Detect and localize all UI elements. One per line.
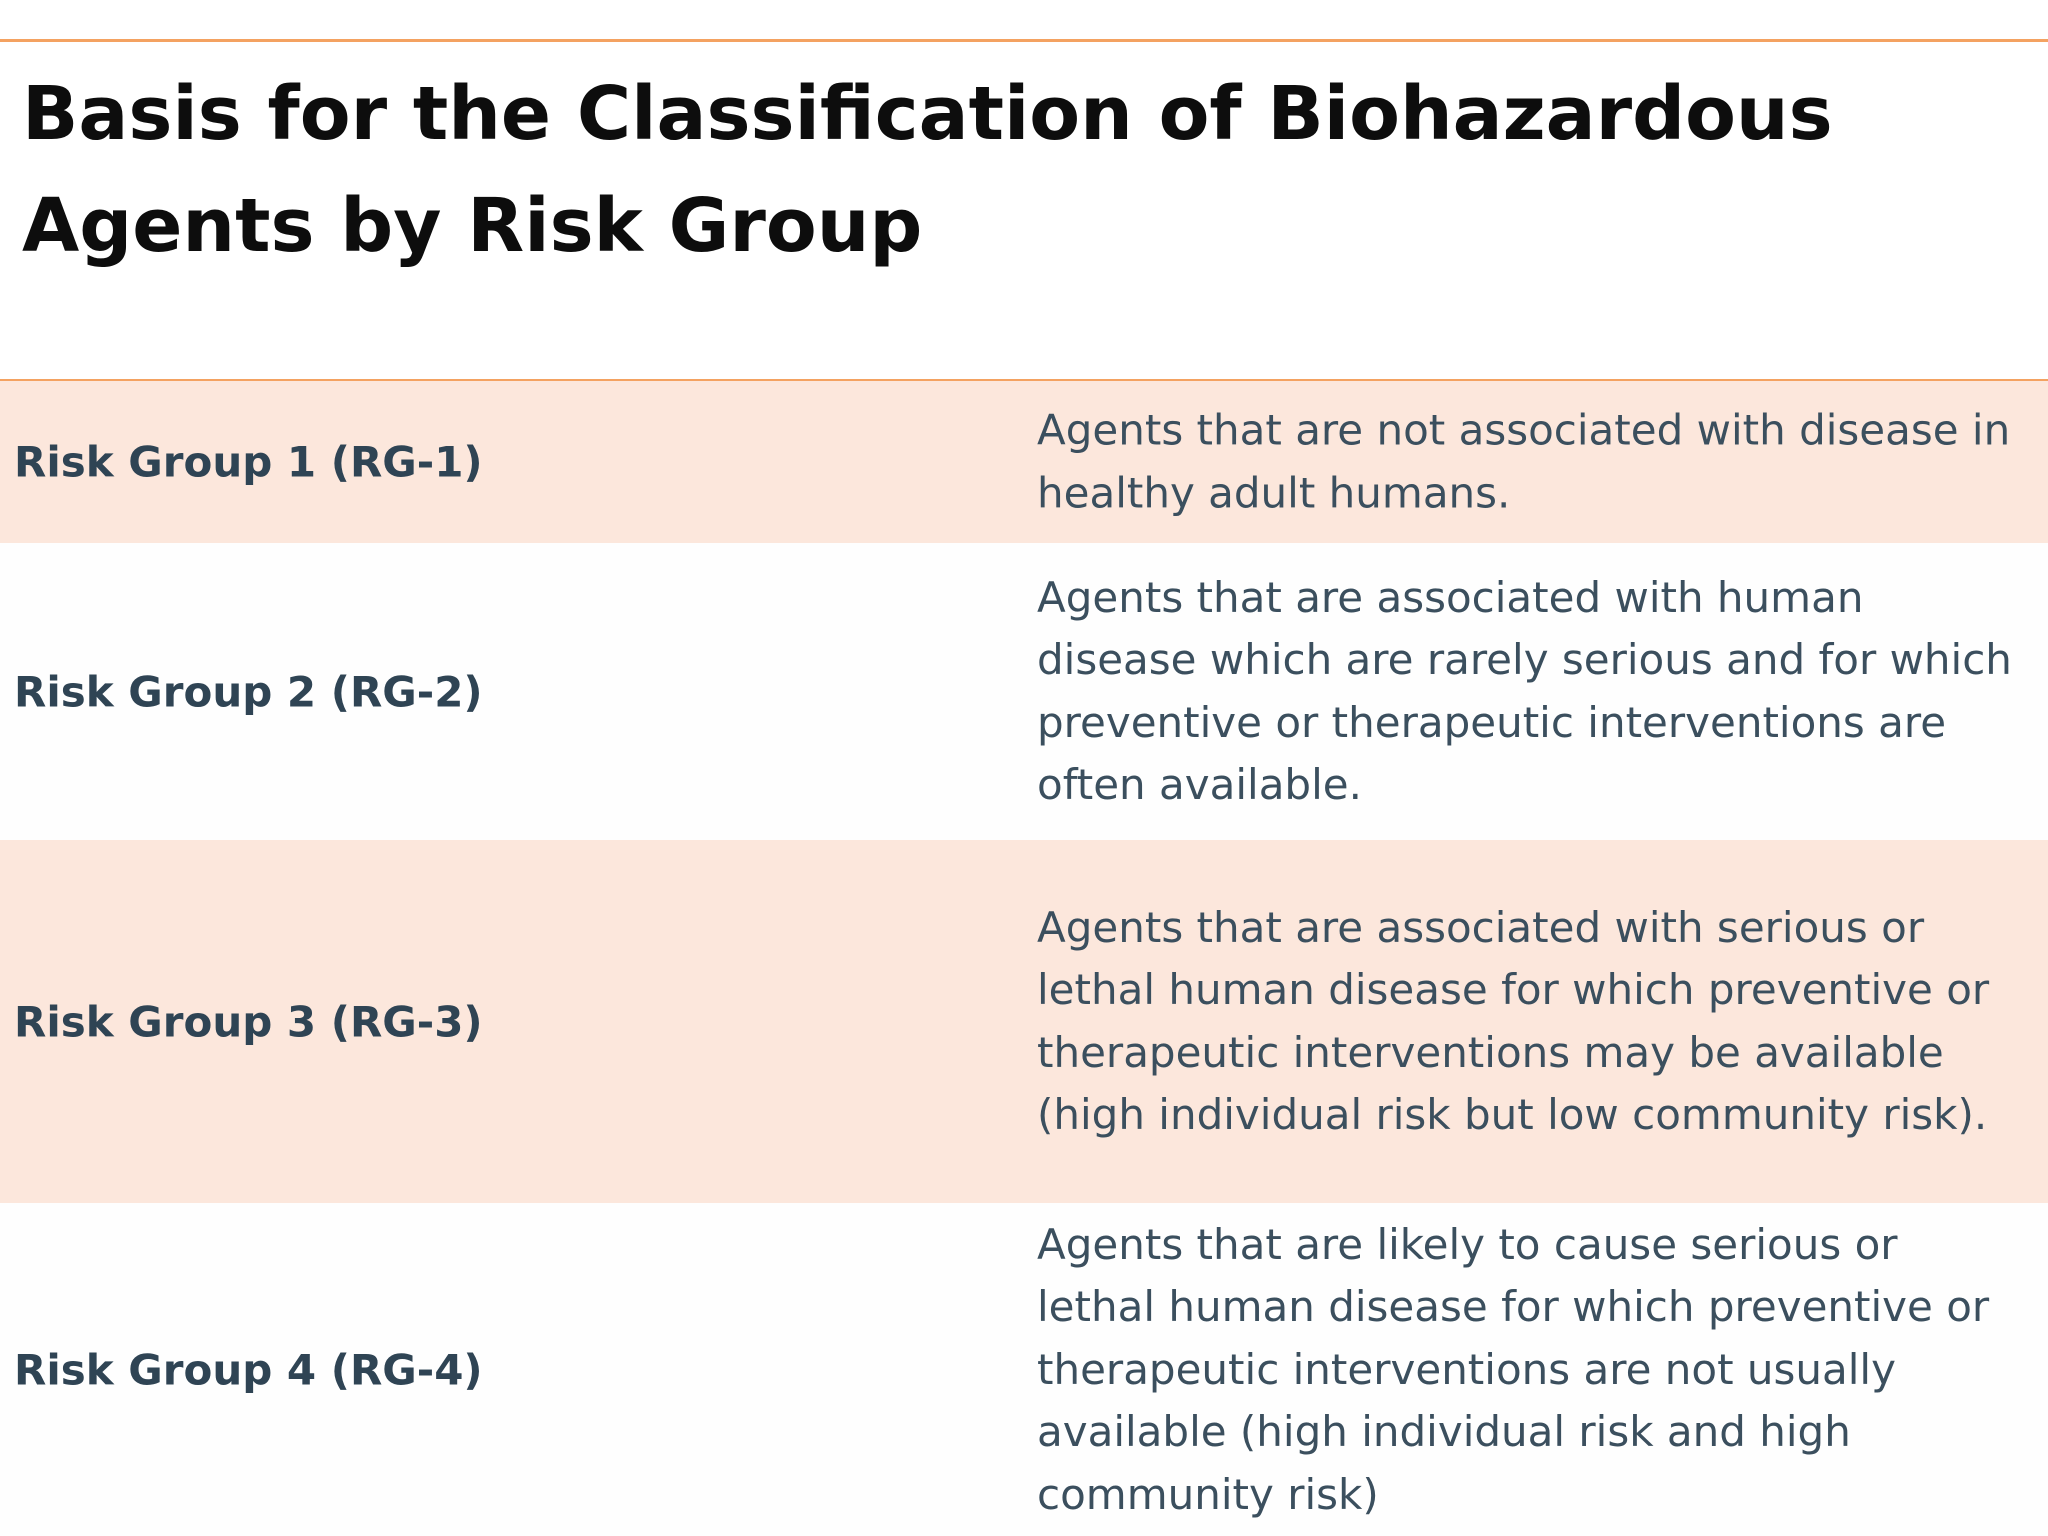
table-row-rg3 [0, 840, 2048, 1203]
table-row-rg1 [0, 381, 2048, 543]
risk-group-description: Agents that are associated with serious or lethal human disease for which preventive or therapeutic interventions may be available (high individual risk but low community risk). [1037, 902, 1990, 1139]
table-row-rg2 [0, 543, 2048, 840]
risk-group-label: Risk Group 2 (RG-2) [14, 667, 483, 716]
risk-group-label: Risk Group 4 (RG-4) [14, 1345, 483, 1394]
risk-group-description: Agents that are not associated with disease in healthy adult humans. [1037, 405, 2011, 517]
slide-title: Basis for the Classification of Biohazardous Agents by Risk Group [22, 71, 1833, 269]
risk-group-label: Risk Group 3 (RG-3) [14, 997, 483, 1046]
risk-group-description: Agents that are associated with human disease which are rarely serious and for which preventive or therapeutic interventions are often available. [1037, 572, 2012, 809]
table-row-rg4 [0, 1203, 2048, 1536]
top-divider [0, 39, 2048, 42]
risk-group-label: Risk Group 1 (RG-1) [14, 437, 483, 487]
risk-group-description: Agents that are likely to cause serious or lethal human disease for which preventive or therapeutic interventions are not usually available (high individual risk and high community risk) [1037, 1219, 1990, 1519]
